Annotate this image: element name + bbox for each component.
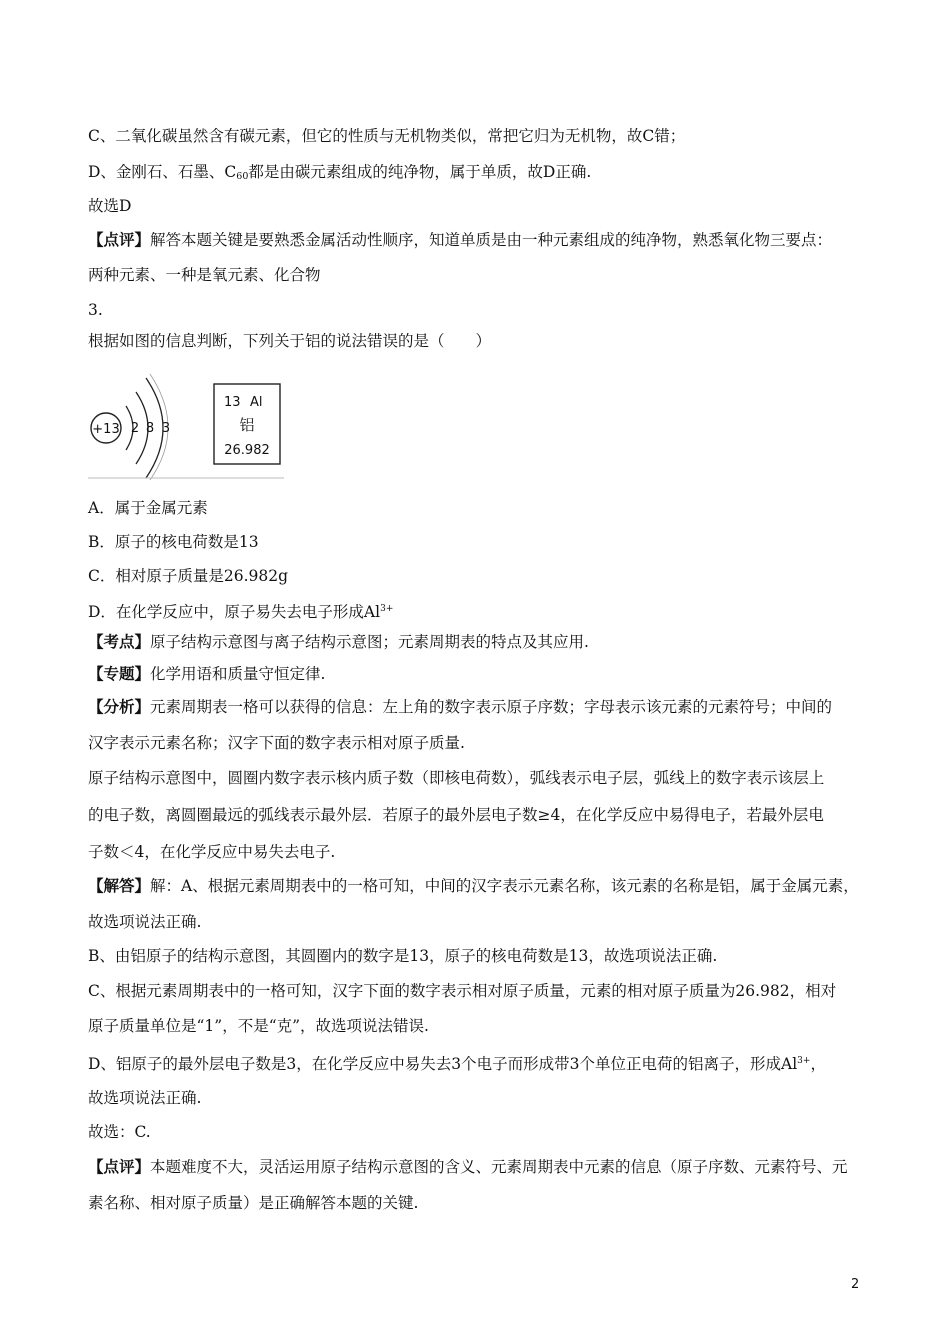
- jieda-line-3: B、由铝原子的结构示意图，其圆圈内的数字是13，原子的核电荷数是13，故选项说法正确.: [88, 947, 718, 965]
- kaodian-line: [88, 632, 589, 652]
- kaodian-tag: 【考点】: [88, 632, 151, 651]
- question-number: 3.: [88, 301, 103, 319]
- fenxi-line-4: 的电子数，离圆圈最远的弧线表示最外层．若原子的最外层电子数≥4，在化学反应中易得电子，若最外层电: [88, 806, 824, 824]
- fenxi-line-2: 汉字表示元素名称；汉字下面的数字表示相对原子质量.: [88, 734, 465, 752]
- zhuanti-tag: 【专题】: [88, 664, 151, 683]
- jieda-text-6: D、铝原子的最外层电子数是3，在化学反应中易失去3个电子而形成带3个单位正电荷的铝离子，形成Al: [88, 1055, 798, 1073]
- prev-comment-line-1: [88, 230, 832, 250]
- shell-1-count: 2: [130, 421, 140, 436]
- aluminum-diagram-svg: [88, 372, 284, 480]
- fenxi-text-1: 元素周期表一格可以获得的信息：左上角的数字表示原子序数；字母表示该元素的元素符号；中间的: [150, 698, 833, 716]
- aluminum-figure: [88, 372, 284, 480]
- dianping-line-2: 素名称、相对原子质量）是正确解答本题的关键.: [88, 1194, 419, 1212]
- prev-comment-line-2: 两种元素、一种是氧元素、化合物: [88, 266, 321, 284]
- c60-subscript: 60: [236, 171, 249, 182]
- option-d-superscript: 3+: [380, 604, 394, 614]
- fenxi-line-5: 子数＜4，在化学反应中易失去电子.: [88, 843, 336, 861]
- option-d: [88, 599, 393, 622]
- comment-text-1: 解答本题关键是要熟悉金属活动性顺序，知道单质是由一种元素组成的纯净物，熟悉氧化物三要点：: [150, 231, 833, 249]
- shell-3-count: 3: [161, 421, 171, 436]
- option-a: A．属于金属元素: [88, 499, 208, 517]
- dianping-text-1: 本题难度不大，灵活运用原子结构示意图的含义、元素周期表中元素的信息（原子序数、元素符号、元: [150, 1158, 848, 1176]
- jieda-line-2: 故选项说法正确.: [88, 913, 202, 931]
- fenxi-line-1: [88, 697, 832, 717]
- nucleus-label: +13: [92, 422, 120, 437]
- shell-2-count: 8: [145, 421, 155, 436]
- answer-c-text: C、二氧化碳虽然含有碳元素，但它的性质与无机物类似，常把它归为无机物，故C错；: [88, 127, 686, 145]
- jieda-tag: 【解答】: [88, 876, 151, 895]
- option-c: C．相对原子质量是26.982g: [88, 567, 289, 585]
- jieda-line-7: 故选项说法正确.: [88, 1089, 202, 1107]
- jieda-superscript: 3+: [797, 1056, 811, 1066]
- jieda-line-1: [88, 876, 859, 896]
- atomic-number: 13: [224, 395, 241, 410]
- option-d-text: D．在化学反应中，原子易失去电子形成Al: [88, 603, 381, 621]
- fenxi-tag: 【分析】: [88, 697, 151, 716]
- dianping-line-1: [88, 1157, 848, 1177]
- prev-choice: 故选D: [88, 197, 132, 215]
- kaodian-text: 原子结构示意图与离子结构示意图；元素周期表的特点及其应用.: [150, 633, 589, 651]
- jieda-line-5: 原子质量单位是“1”，不是“克”，故选项说法错误.: [88, 1017, 429, 1035]
- element-mass: 26.982: [224, 443, 270, 458]
- option-b: B．原子的核电荷数是13: [88, 533, 259, 551]
- jieda-text-6-end: ，: [810, 1055, 826, 1073]
- dianping-tag: 【点评】: [88, 1157, 151, 1176]
- element-name: 铝: [239, 416, 255, 434]
- answer-d-text: [88, 162, 591, 187]
- answer-d-post: 都是由碳元素组成的纯净物，属于单质，故D正确.: [248, 163, 592, 181]
- zhuanti-line: [88, 664, 325, 684]
- question-stem: 根据如图的信息判断，下列关于铝的说法错误的是（ ）: [88, 332, 492, 350]
- jieda-line-6: [88, 1051, 826, 1074]
- jieda-line-4: C、根据元素周期表中的一格可知，汉字下面的数字表示相对原子质量，元素的相对原子质量为26.982，相对: [88, 982, 837, 1000]
- page-number: 2: [851, 1277, 860, 1292]
- fenxi-line-3: 原子结构示意图中，圆圈内数字表示核内质子数（即核电荷数），弧线表示电子层，弧线上的数字表示该层上: [88, 769, 825, 787]
- comment-tag: 【点评】: [88, 230, 151, 249]
- jieda-text-1: 解：A、根据元素周期表中的一格可知，中间的汉字表示元素名称，该元素的名称是铝，属于金属元素，: [150, 877, 859, 895]
- final-choice: 故选：C.: [88, 1123, 151, 1141]
- element-symbol: Al: [250, 395, 263, 410]
- zhuanti-text: 化学用语和质量守恒定律.: [150, 665, 326, 683]
- answer-d-pre: D、金刚石、石墨、C: [88, 163, 237, 181]
